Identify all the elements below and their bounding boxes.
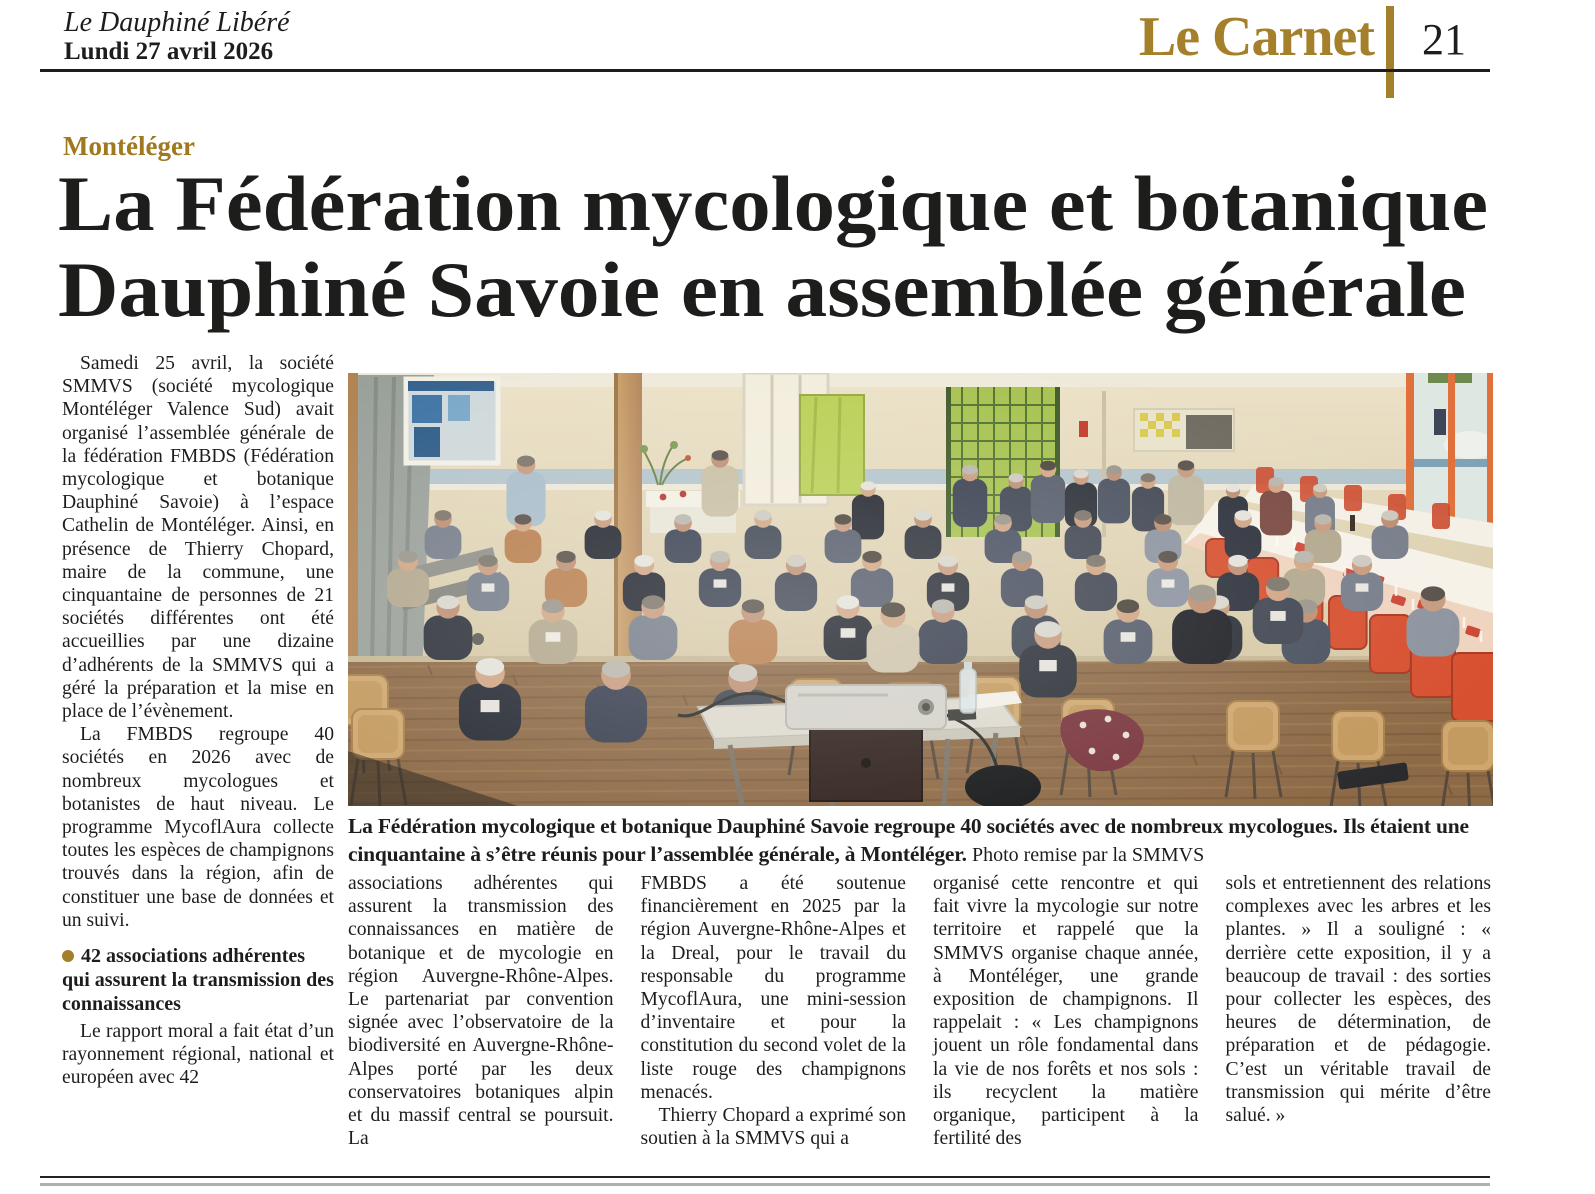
article-photo — [348, 373, 1493, 806]
caption-text: La Fédération mycologique et botanique Dauphiné Savoie regroupe 40 sociétés avec de nombreux mycologues. Ils étaient une cinquantaine à s’être réunis pour l’assemblée générale, à Montéléger. — [348, 814, 1469, 866]
section-divider-bar — [1386, 6, 1394, 98]
header-rule — [40, 69, 1490, 72]
article-paragraph: Le rapport moral a fait état d’un rayonnement régional, national et européen avec 42 — [62, 1021, 334, 1089]
article-kicker: Montéléger — [63, 131, 195, 161]
article-columns — [348, 872, 1491, 1150]
subhead-bullet-icon — [62, 950, 74, 962]
headline — [56, 166, 1494, 334]
article-paragraph: FMBDS a été soutenue financièrement en 2025 par la région Auvergne-Rhône-Alpes et la Dreal, pour le travail du responsable du programme MycoflAura, une mini-session d’inventaire et pour la constitution du second volet de la liste rouge des champignons menacés. — [640, 873, 906, 1103]
article-paragraph: Thierry Chopard a exprimé son soutien à la SMMVS qui a — [640, 1105, 906, 1150]
issue-date: Lundi 27 avril 2026 — [64, 38, 274, 65]
section-title: Le Carnet — [1138, 6, 1374, 68]
article-column-3 — [933, 872, 1199, 1150]
article-column-4 — [1226, 872, 1492, 1150]
headline-line-1: La Fédération mycologique et botanique — [58, 166, 1488, 247]
photo-credit: Photo remise par la SMMVS — [971, 844, 1205, 866]
article-paragraph: Samedi 25 avril, la société SMMVS (société mycologique Montéléger Valence Sud) avait organisé l’assemblée générale de la fédération FMBDS (Fédération mycologique et botanique Dauphiné Savoie) à l’espace Cathelin de Montéléger. Ainsi, en présence de Thierry Chopard, maire de la commune, une cinquantaine de personnes de 21 sociétés différentes ont été accueillies par une dizaine d’adhérents de la SMMVS qui a géré la préparation et la mise en place de l’évènement. — [62, 353, 334, 723]
article-column-2 — [641, 872, 907, 1150]
bottom-rule-dark — [40, 1176, 1490, 1178]
article-paragraph: sols et entretiennent des relations complexes avec les arbres et les plantes. » Il a souligné : « derrière cette exposition, il y a beaucoup de travail : des sorties pour collecter les espèces, des heures de détermination, de préparation et de pédagogie. C’est un véritable travail de transmission qui mérite d’être salué. » — [1225, 873, 1491, 1127]
article-paragraph: associations adhérentes qui assurent la transmission des connaissances en matière de botanique et de mycologie en région Auvergne-Rhône-Alpes. Le partenariat par convention signée avec l’observatoire de la biodiversité en Auvergne-Rhône-Alpes porté par les deux conservatoires botaniques alpin et du massif central se poursuit. La — [348, 873, 614, 1150]
photo-illustration — [348, 373, 1493, 806]
section-subhead: 42 associations adhérentes qui assurent la transmission des connaissances — [62, 945, 334, 1016]
article-column-1 — [348, 872, 614, 1150]
article-paragraph: organisé cette rencontre et qui fait vivre la mycologie sur notre territoire et rappelé que la SMMVS organise chaque année, à Montéléger, une grande exposition de champignons. Il rappelait : « Les champignons jouent un rôle fondamental dans la vie de nos forêts et nos sols : ils recyclent la matière organique, participent à la fertilité des — [933, 873, 1199, 1150]
photo-caption — [348, 812, 1491, 869]
lead-column — [62, 352, 334, 1090]
headline-line-2: Dauphiné Savoie en assemblée générale — [58, 246, 1466, 333]
article-paragraph: La FMBDS regroupe 40 sociétés en 2026 avec de nombreux mycologues et botanistes de haut niveau. Le programme MycoflAura collecte toutes les espèces de champignons trouvés dans la région, afin de constituer une base de données et un suivi. — [62, 724, 334, 931]
bottom-rule-light — [40, 1183, 1490, 1186]
newspaper-name: Le Dauphiné Libéré — [64, 7, 290, 38]
page-number: 21 — [1422, 15, 1466, 64]
